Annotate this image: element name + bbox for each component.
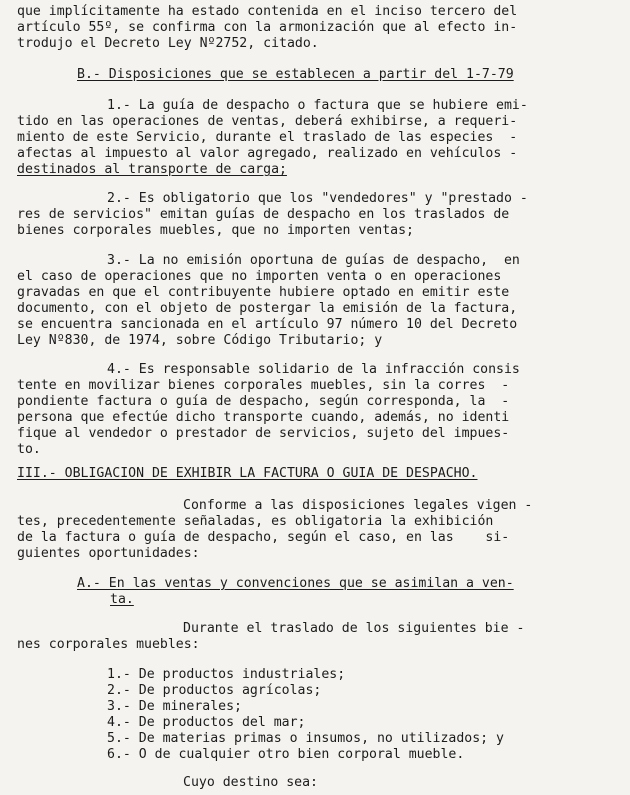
list-item: 3.- De minerales; — [107, 699, 242, 714]
subsection-heading-a: A.- En las ventas y convenciones que se asimilan a ven- — [77, 576, 514, 591]
text-line: de la factura o guía de despacho, según el caso, en las si- — [17, 530, 510, 545]
text-line: tes, precedentemente señaladas, es obligatoria la exhibición — [17, 514, 494, 529]
text-line: tido en las operaciones de ventas, deberá exhibirse, a requeri- — [17, 114, 518, 129]
text-line: Conforme a las disposiciones legales vigen - — [183, 498, 533, 513]
text-line: 4.- Es responsable solidario de la infracción consis — [107, 362, 520, 377]
text-line: 1.- La guía de despacho o factura que se hubiere emi- — [107, 98, 528, 113]
text-line: afectas al impuesto al valor agregado, realizado en vehículos - — [17, 146, 518, 161]
section-heading-b: B.- Disposiciones que se establecen a partir del 1-7-79 — [77, 67, 514, 82]
text-line: persona que efectúe dicho transporte cuando, además, no identi — [17, 410, 510, 425]
text-line: se encuentra sancionada en el artículo 97 número 10 del Decreto — [17, 317, 518, 332]
text-line: artículo 55º, se confirma con la armonización que al efecto in- — [17, 20, 518, 35]
text-line: Cuyo destino sea: — [183, 775, 318, 790]
text-line: nes corporales muebles: — [17, 637, 200, 652]
text-line: Ley Nº830, de 1974, sobre Código Tributario; y — [17, 333, 383, 348]
text-line: gravadas en que el contribuyente hubiere optado en emitir este — [17, 285, 510, 300]
list-item: 4.- De productos del mar; — [107, 715, 306, 730]
text-line: miento de este Servicio, durante el traslado de las especies - — [17, 130, 518, 145]
text-line: destinados al transporte de carga; — [17, 162, 287, 177]
text-line: to. — [17, 442, 41, 457]
text-line: trodujo el Decreto Ley Nº2752, citado. — [17, 36, 319, 51]
list-item: 6.- O de cualquier otro bien corporal mueble. — [107, 747, 465, 762]
text-line: guientes oportunidades: — [17, 546, 200, 561]
text-line: documento, con el objeto de postergar la emisión de la factura, — [17, 301, 518, 316]
text-line: bienes corporales muebles, que no importen ventas; — [17, 223, 414, 238]
text-line: 3.- La no emisión oportuna de guías de despacho, en — [107, 253, 520, 268]
text-line: que implícitamente ha estado contenida en el inciso tercero del — [17, 4, 518, 19]
text-line: 2.- Es obligatorio que los "vendedores" y "prestado - — [107, 191, 528, 206]
subsection-heading-a-cont: ta. — [110, 592, 134, 607]
text-line: res de servicios" emitan guías de despacho en los traslados de — [17, 207, 510, 222]
list-item: 2.- De productos agrícolas; — [107, 683, 322, 698]
list-item: 1.- De productos industriales; — [107, 667, 346, 682]
text-line: Durante el traslado de los siguientes bie - — [183, 621, 525, 636]
text-line: pondiente factura o guía de despacho, según corresponda, la - — [17, 394, 510, 409]
text-line: fique al vendedor o prestador de servicios, sujeto del impues- — [17, 426, 510, 441]
text-line: tente en movilizar bienes corporales muebles, sin la corres - — [17, 378, 510, 393]
section-heading-iii: III.- OBLIGACION DE EXHIBIR LA FACTURA O GUIA DE DESPACHO. — [17, 466, 478, 481]
list-item: 5.- De materias primas o insumos, no utilizados; y — [107, 731, 504, 746]
text-line: el caso de operaciones que no importen venta o en operaciones — [17, 269, 502, 284]
